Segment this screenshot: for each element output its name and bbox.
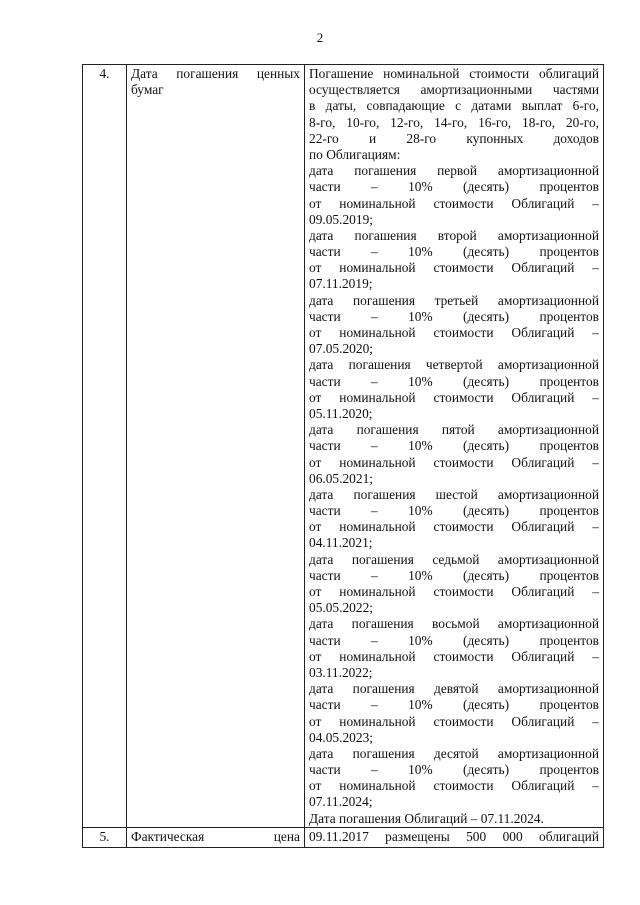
row-description-line: части – 10% (десять) процентов — [309, 373, 599, 389]
row-name-line — [131, 829, 300, 845]
table-row-item-4 — [83, 65, 604, 828]
row-description-line: дата погашения второй амортизационной — [309, 227, 599, 243]
row-description-line: 05.05.2022; — [309, 600, 373, 616]
row-description-line: части – 10% (десять) процентов — [309, 308, 599, 324]
row-description-line: 04.05.2023; — [309, 729, 373, 745]
row-description-line: по Облигациям: — [309, 146, 401, 162]
row-description-line: от номинальной стоимости Облигаций – — [309, 454, 599, 470]
row-description-cell — [305, 827, 604, 847]
row-description-line: части – 10% (десять) процентов — [309, 179, 599, 195]
row-description-line: 05.11.2020; — [309, 405, 373, 421]
row-description-line: дата погашения девятой амортизационной — [309, 681, 599, 697]
row-description-line: части – 10% (десять) процентов — [309, 697, 599, 713]
row-description-line: дата погашения четвертой амортизационной — [309, 357, 599, 373]
row-description-line: от номинальной стоимости Облигаций – — [309, 519, 599, 535]
row-description-line: 07.11.2019; — [309, 276, 373, 292]
table-body — [83, 65, 604, 848]
row-description-cell — [305, 65, 604, 828]
row-name-line: Дата погашения ценных — [131, 66, 300, 81]
row-description-line: 09.11.2017 размещены 500 000 облигаций — [309, 828, 599, 844]
page-number: 2 — [316, 30, 324, 45]
row-description-line: части – 10% (десять) процентов — [309, 438, 599, 454]
row-description-line: 04.11.2021; — [309, 535, 373, 551]
row-description-line: части – 10% (десять) процентов — [309, 503, 599, 519]
row-description-line: дата погашения шестой амортизационной — [309, 486, 599, 502]
row-description-line: Погашение номинальной стоимости облигаций — [309, 66, 599, 81]
row-description-line: 03.11.2022; — [309, 664, 373, 680]
row-description-line: от номинальной стоимости Облигаций – — [309, 648, 599, 664]
row-description-line: 09.05.2019; — [309, 211, 373, 227]
row-name-line: бумаг — [131, 82, 164, 98]
row-description-line: Дата погашения Облигаций – 07.11.2024. — [309, 810, 544, 826]
row-number: 4. — [99, 66, 110, 81]
row-description-line: от номинальной стоимости Облигаций – — [309, 260, 599, 276]
row-description-line: осуществляется амортизационными частями — [309, 82, 599, 98]
row-number: 5. — [99, 828, 110, 844]
row-description-line: части – 10% (десять) процентов — [309, 762, 599, 778]
row-number-cell — [83, 827, 127, 847]
row-description-line: 07.11.2024; — [309, 794, 373, 810]
row-name-word: цена — [273, 828, 300, 844]
row-description-line: от номинальной стоимости Облигаций – — [309, 389, 599, 405]
row-name-cell — [127, 827, 305, 847]
row-number-cell — [83, 65, 127, 828]
row-description-line: 07.05.2020; — [309, 341, 373, 357]
row-description-line: от номинальной стоимости Облигаций – — [309, 778, 599, 794]
row-description-line: от номинальной стоимости Облигаций – — [309, 713, 599, 729]
row-description-line: дата погашения седьмой амортизационной — [309, 551, 599, 567]
row-description-line: от номинальной стоимости Облигаций – — [309, 195, 599, 211]
row-description-line: дата погашения десятой амортизационной — [309, 745, 599, 761]
row-name-cell — [127, 65, 305, 828]
document-table — [82, 64, 604, 905]
row-description-line: 06.05.2021; — [309, 470, 373, 486]
table-row-item-5 — [83, 827, 604, 847]
row-description-line: дата погашения первой амортизационной — [309, 163, 599, 179]
row-description-line: 8-го, 10-го, 12-го, 14-го, 16-го, 18-го, 20-го, — [309, 114, 599, 130]
row-description-line: дата погашения третьей амортизационной — [309, 292, 599, 308]
row-description-line: дата погашения пятой амортизационной — [309, 422, 599, 438]
row-description-line: от номинальной стоимости Облигаций – — [309, 325, 599, 340]
row-description-line: от номинальной стоимости Облигаций – — [309, 584, 599, 599]
row-description-line: части – 10% (десять) процентов — [309, 244, 599, 260]
row-description-line: дата погашения восьмой амортизационной — [309, 616, 599, 632]
row-name-word: Фактическая — [131, 828, 205, 844]
row-description-line: части – 10% (десять) процентов — [309, 632, 599, 648]
row-description-line: части – 10% (десять) процентов — [309, 567, 599, 583]
row-description-line: в даты, совпадающие с датами выплат 6-го, — [309, 98, 599, 114]
row-description-line: 22-го и 28-го купонных доходов — [309, 130, 599, 146]
